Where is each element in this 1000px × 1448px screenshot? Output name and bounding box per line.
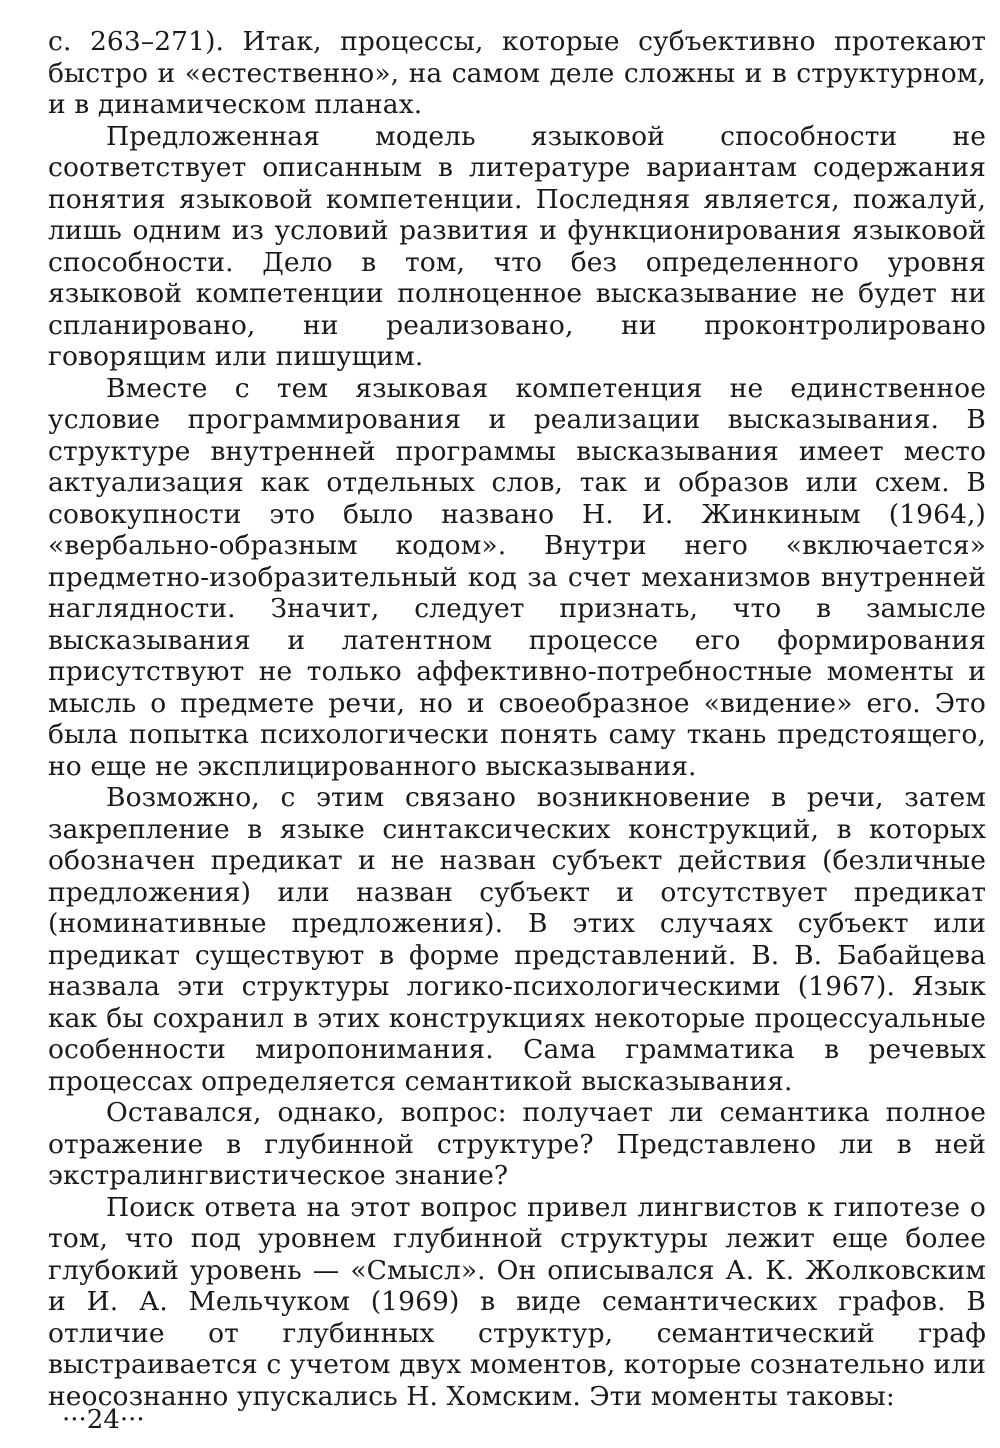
paragraph-3: Вместе с тем языковая компетенция не единственное условие программирования и реализации высказывания. В структуре внутренней программы высказывания имеет место актуализация как отдельных слов, так и образов или схем. В совокупности это было названо Н. И. Жинкиным (1964,) «вербально-образным кодом». Внутри него «включается» предметно-изобразительный код за счет механизмов внутренней наглядности. Значит, следует признать, что в замысле высказывания и латентном процессе его формирования присутствуют не только аффективно-потребностные моменты и мысль о предмете речи, но и своеобразное «видение» его. Это была попытка психологически понять саму ткань предстоящего, но еще не эксплицированного высказывания.: [48, 372, 986, 782]
paragraph-1: с. 263–271). Итак, процессы, которые субъективно протекают быстро и «естественно», на самом деле сложны и в структурном, и в динамическом планах.: [48, 26, 986, 120]
page-number: ···24···: [62, 1405, 145, 1435]
body-text: [48, 26, 986, 1412]
paragraph-5: Оставался, однако, вопрос: получает ли семантика полное отражение в глубинной структуре? Представлено ли в ней экстралингвистическое знание?: [48, 1097, 986, 1191]
paragraph-2: Предложенная модель языковой способности не соответствует описанным в литературе вариантам содержания понятия языковой компетенции. Последняя является, пожалуй, лишь одним из условий развития и функционирования языковой способности. Дело в том, что без определенного уровня языковой компетенции полноценное высказывание не будет ни спланировано, ни реализовано, ни проконтролировано говорящим или пишущим.: [48, 120, 986, 372]
paragraph-4: Возможно, с этим связано возникновение в речи, затем закрепление в языке синтаксических конструкций, в которых обозначен предикат и не назван субъект действия (безличные предложения) или назван субъект и отсутствует предикат (номинативные предложения). В этих случаях субъект или предикат существуют в форме представлений. В. В. Бабайцева назвала эти структуры логико-психологическими (1967). Язык как бы сохранил в этих конструкциях некоторые процессуальные особенности миропонимания. Сама грамматика в речевых процессах определяется семантикой высказывания.: [48, 782, 986, 1097]
paragraph-6: Поиск ответа на этот вопрос привел лингвистов к гипотезе о том, что под уровнем глубинной структуры лежит еще более глубокий уровень — «Смысл». Он описывался А. К. Жолковским и И. А. Мельчуком (1969) в виде семантических графов. В отличие от глубинных структур, семантический граф выстраивается с учетом двух моментов, которые сознательно или неосознанно упускались Н. Хомским. Эти моменты таковы:: [48, 1191, 986, 1412]
